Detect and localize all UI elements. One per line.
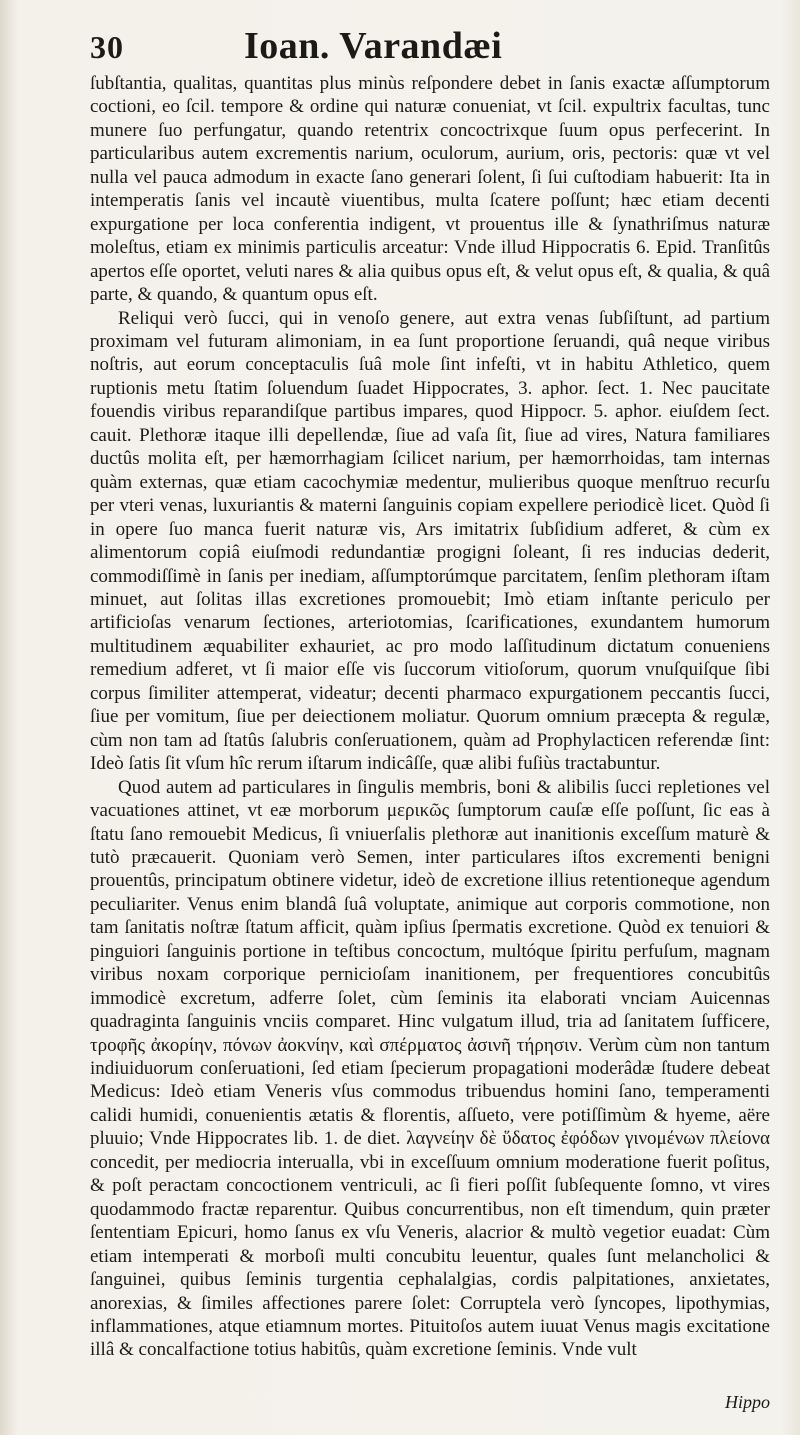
page-number: 30 — [90, 29, 124, 65]
text-body — [90, 72, 770, 1362]
catchword: Hippo — [725, 1392, 770, 1412]
paragraph: ſubſtantia, qualitas, quantitas plus minùs reſpondere debet in ſanis exactæ aſſumptorum coctioni, eo ſcil. tempore & ordine qui naturæ conueniat, vt ſcil. expultrix facultas, tunc munere ſuo perfungatur, quando retentrix concoctrixque ſuum opus perfecerint. In particularibus autem excrementis narium, oculorum, aurium, oris, pectoris: quæ vt vel nulla vel pauca admodum in exacte ſano generari ſolent, ſi ſui cuſtodiam habuerit: Ita in intemperatis ſanis vel incautè viuentibus, multa ſcatere poſſunt; hæc etiam decenti expurgatione per loca conferentia indigent, vt prouentus ille & ſynathriſmus naturæ moleſtus, etiam ex minimis particulis arceatur: Vnde illud Hippocratis 6. Epid. Tranſitûs apertos eſſe oportet, veluti nares & alia quibus opus eſt, & velut opus eſt, & qualia, & quâ parte, & quando, & quantum opus eſt. — [90, 73, 770, 306]
paragraph: Reliqui verò ſucci, qui in venoſo genere, aut extra venas ſubſiſtunt, ad partium proximam vel futuram alimoniam, in ea ſunt proportione ſeruandi, quâ neque viribus noſtris, aut eorum conceptaculis ſuâ mole ſint infeſti, vt in habitu Athletico, quem ruptionis metu ſtatim ſoluendum ſuadet Hippocrates, 3. aphor. ſect. 1. Nec paucitate fouendis viribus reparandiſque partibus impares, quod Hippocr. 5. aphor. eiuſdem ſect. cauit. Plethoræ itaque illi depellendæ, ſiue ad vaſa ſit, ſiue ad vires, Natura familiares ductûs molita eſt, per hæmorrhagiam ſcilicet narium, per hæmorrhoidas, tam internas quàm externas, quæ etiam cacochymiæ medentur, mulieribus quoque menſtruo recurſu per vteri venas, luxuriantis & materni ſanguinis copiam expellere periodicè licet. Quòd ſi in opere ſuo manca fuerit naturæ vis, Ars imitatrix ſubſidium adferet, & cùm ex alimentorum copiâ eiuſmodi redundantiæ progigni ſoleant, ſi res inducias dederit, commodiſſimè in ſanis per inediam, aſſumptorúmque parcitatem, ſenſim plethoram iſtam minuet, aut ſolitas illas excretiones promouebit; Imò etiam inſtante periculo per artificioſas venarum ſectiones, arteriotomias, ſcarificationes, exundantem humorum multitudinem æquabiliter exhauriet, ac pro modo laſſitudinum dictatum conueniens remedium adferet, vt ſi maior eſſe vis ſuccorum vitioſorum, quorum vnuſquiſque ſibi corpus ſimiliter attemperat, videatur; decenti pharmaco expurgationem peccantis ſucci, ſiue per vomitum, ſiue per deiectionem moliatur. Quorum omnium præcepta & regulæ, cùm non tam ad ſtatûs ſalubris conſeruationem, quàm ad Prophylacticen referendæ ſint: Ideò ſatis ſit vſum hîc rerum iſtarum indicâſſe, quæ alibi fuſiùs tractabuntur. — [90, 307, 770, 775]
page-header — [90, 24, 770, 70]
paragraph: Quod autem ad particulares in ſingulis membris, boni & alibilis ſucci repletiones vel vacuationes attinet, vt eæ morborum μερικῶς ſumptorum cauſæ eſſe poſſunt, ſic eas à ſtatu ſano remouebit Medicus, ſi vniuerſalis plethoræ aut inanitionis exceſſum maturè & tutò præcauerit. Quoniam verò Semen, inter particulares iſtos excrementi benigni prouentûs, principatum obtinere videtur, ideò de excretione illius retentioneque agendum peculiariter. Venus enim blandâ ſuâ voluptate, animique aut corporis commotione, non tam ſanitatis noſtræ ſtatum afficit, quàm ipſius ſpermatis excretione. Quòd ex tenuiori & pinguiori ſanguinis portione in teſtibus concoctum, multóque ſpiritu perfuſum, magnam viribus noxam corporique pernicioſam inanitionem, per frequentiores concubitûs immodicè excretum, adferre ſolet, cùm ſeminis ita elaborati vnciam Auicennas quadraginta ſanguinis vnciis comparet. Hinc vulgatum illud, tria ad ſanitatem ſufficere, τροφῆς ἀκορίην, πόνων ἀοκνίην, καὶ σπέρματος ἀσινῆ τήρησιν. Verùm cùm non tantum indiuiduorum conſeruationi, ſed etiam ſpecierum propagationi moderâdæ ſtudere debeat Medicus: Ideò etiam Veneris vſus commodus tribuendus homini ſano, temperamenti calidi humidi, conuenientis ætatis & florentis, aſſueto, vere potiſſimùm & hyeme, aëre pluuio; Vnde Hippocrates lib. 1. de diet. λαγνείην δὲ ὕδατος ἐφόδων γινομένων πλείονα concedit, per mediocria interualla, vbi in exceſſuum omnium moderatione fuerit poſitus, & poſt peractam concoctionem ventriculi, ac ſi fieri poſſit ſubſequente ſomno, vt vires quodammodo fractæ reparentur. Quibus concurrentibus, non eſt timendum, quin præter ſententiam Epicuri, homo ſanus ex vſu Veneris, alacrior & multò vegetior euadat: Cùm etiam intemperati & morboſi multi concubitu leuentur, quales ſunt melancholici & ſanguinei, quibus ſeminis turgentia cephalalgias, cordis palpitationes, anxietates, anorexias, & ſimiles affectiones parere ſolet: Corruptela verò ſyncopes, lipothymias, inflammationes, atque etiamnum mortes. Pituitoſos autem iuuat Venus magis excitatione illâ & concalfactione totius habitûs, quàm excretione ſeminis. Vnde vult — [90, 776, 770, 1361]
running-title: Ioan. Varandæi — [244, 25, 503, 67]
